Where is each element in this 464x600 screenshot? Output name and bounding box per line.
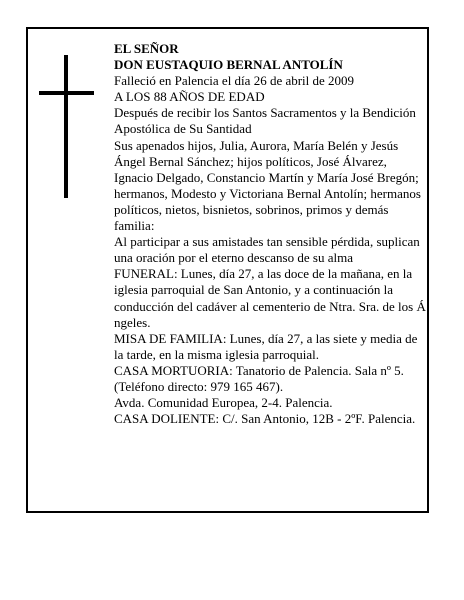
mortuary-address: Avda. Comunidad Europea, 2-4. Palencia. (114, 395, 333, 411)
age-line: A LOS 88 AÑOS DE EDAD (114, 89, 265, 105)
funeral-paragraph: FUNERAL: Lunes, día 27, a las doce de la mañana, en la iglesia parroquial de San Antonio, y a continuación la conducción del cadáver al cementerio de Ntra. Sra. de los Á ngeles. (114, 266, 426, 330)
prayer-request-paragraph: Al participar a sus amistades tan sensible pérdida, suplican una oración por el eterno descanso de su alma (114, 234, 420, 266)
family-paragraph: Sus apenados hijos, Julia, Aurora, María Belén y Jesús Ángel Bernal Sánchez; hijos políticos, José Álvarez, Ignacio Delgado, Constancio Martín y María José Bregón; hermanos, Modesto y Victoriana Bernal Antolín; hermanos políticos, nietos, bisnietos, sobrinos, primos y demás familia: (114, 137, 421, 234)
family-mass-paragraph: MISA DE FAMILIA: Lunes, día 27, a las siete y media de la tarde, en la misma iglesia parroquial. (114, 330, 418, 362)
notice-heading-title: EL SEÑOR (114, 41, 179, 56)
cross-horizontal-bar (39, 91, 94, 95)
cross-vertical-bar (64, 55, 68, 198)
obituary-notice (26, 27, 429, 513)
deceased-name: DON EUSTAQUIO BERNAL ANTOLÍN (114, 57, 343, 73)
mourning-house-paragraph: CASA DOLIENTE: C/. San Antonio, 12B - 2ºF. Palencia. (114, 411, 416, 427)
mortuary-paragraph: CASA MORTUORIA: Tanatorio de Palencia. Sala nº 5. (Teléfono directo: 979 165 467). (114, 362, 404, 394)
notice-text (114, 41, 426, 427)
sacraments-paragraph: Después de recibir los Santos Sacramentos y la Bendición Apostólica de Su Santidad (114, 105, 416, 137)
death-date-line: Falleció en Palencia el día 26 de abril de 2009 (114, 73, 355, 89)
